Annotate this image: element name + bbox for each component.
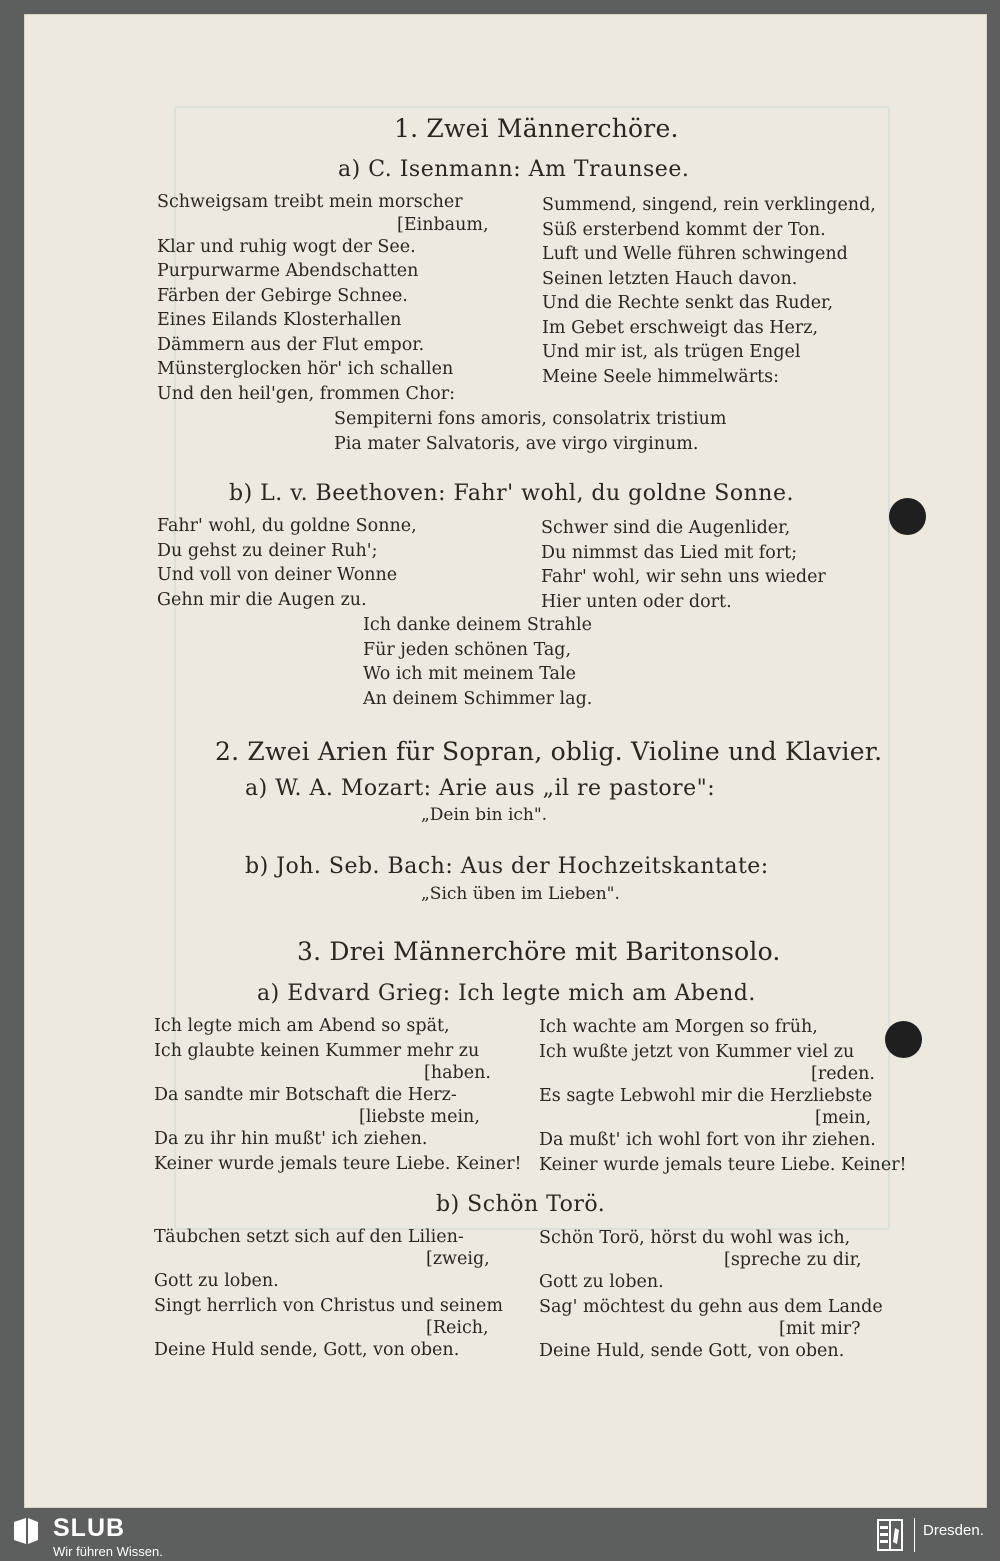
- verse-line: Ich legte mich am Abend so spät,: [154, 1016, 450, 1036]
- verse-line: Färben der Gebirge Schnee.: [157, 285, 408, 306]
- verse-line: Fahr' wohl, wir sehn uns wieder: [541, 567, 826, 587]
- section2-heading: 2. Zwei Arien für Sopran, oblig. Violine und Klavier.: [215, 737, 883, 766]
- verse-line: Pia mater Salvatoris, ave virgo virginum.: [334, 433, 699, 454]
- verse-line: Gott zu loben.: [539, 1272, 664, 1292]
- verse-line: Singt herrlich von Christus und seinem: [154, 1296, 504, 1316]
- verse-line: Sag' möchtest du gehn aus dem Lande: [539, 1297, 883, 1317]
- verse-line: Täubchen setzt sich auf den Lilien-: [154, 1227, 464, 1247]
- section1b-title: b) L. v. Beethoven: Fahr' wohl, du goldne Sonne.: [229, 481, 794, 506]
- verse-line: Münsterglocken hör' ich schallen: [157, 359, 454, 379]
- verse-line: Deine Huld, sende Gott, von oben.: [539, 1341, 845, 1361]
- verse-line: Süß ersterbend kommt der Ton.: [542, 219, 826, 240]
- verse-line: Summend, singend, rein verklingend,: [542, 195, 876, 215]
- verse-line: Hier unten oder dort.: [541, 591, 732, 612]
- verse-line: Gehn mir die Augen zu.: [157, 589, 367, 610]
- verse-line: Keiner wurde jemals teure Liebe. Keiner!: [539, 1155, 907, 1175]
- verse-line: Da sandte mir Botschaft die Herz-: [154, 1085, 457, 1105]
- verse-line: [zweig,: [426, 1249, 490, 1269]
- section2b-subtitle: „Sich üben im Lieben".: [421, 884, 620, 904]
- section3a-right-stanza: [539, 1016, 907, 1176]
- verse-line: Eines Eilands Klosterhallen: [157, 310, 402, 330]
- verse-line: [mein,: [815, 1108, 872, 1128]
- footer-tagline: Wir führen Wissen.: [53, 1544, 163, 1559]
- verse-line: Sempiterni fons amoris, consolatrix tristium: [334, 409, 727, 429]
- verse-line: [liebste mein,: [359, 1107, 480, 1127]
- verse-line: Und mir ist, als trügen Engel: [542, 342, 801, 362]
- verse-line: Meine Seele himmelwärts:: [542, 366, 779, 387]
- section1a-left-stanza: [157, 190, 489, 406]
- verse-line: An deinem Schimmer lag.: [363, 688, 593, 709]
- verse-line: [spreche zu dir,: [724, 1250, 862, 1270]
- verse-line: Ich wußte jetzt von Kummer viel zu: [539, 1042, 855, 1062]
- verse-line: Ich glaubte keinen Kummer mehr zu: [154, 1041, 480, 1061]
- verse-line: Im Gebet erschweigt das Herz,: [542, 317, 819, 338]
- verse-line: Du gehst zu deiner Ruh';: [157, 540, 378, 561]
- dresden-crest-icon: [876, 1518, 904, 1552]
- verse-line: Klar und ruhig wogt der See.: [157, 236, 416, 257]
- section1a-title: a) C. Isenmann: Am Traunsee.: [338, 157, 690, 182]
- verse-line: Schön Torö, hörst du wohl was ich,: [539, 1228, 851, 1248]
- footer-partner[interactable]: Dresden.: [923, 1522, 984, 1539]
- verse-line: Keiner wurde jemals teure Liebe. Keiner!: [154, 1154, 522, 1174]
- section3b-right-stanza: [539, 1227, 883, 1362]
- verse-line: [Reich,: [426, 1318, 489, 1338]
- viewer-footer: [0, 1510, 1000, 1561]
- verse-line: Ich danke deinem Strahle: [363, 615, 592, 635]
- section3-heading: 3. Drei Männerchöre mit Baritonsolo.: [297, 937, 781, 966]
- section2b-title: b) Joh. Seb. Bach: Aus der Hochzeitskantate:: [245, 854, 769, 879]
- verse-line: Luft und Welle führen schwingend: [542, 244, 848, 264]
- section1a-refrain: [334, 407, 726, 456]
- section1a-right-stanza: [542, 193, 876, 389]
- verse-line: Und den heil'gen, frommen Chor:: [157, 383, 455, 404]
- verse-line: Für jeden schönen Tag,: [363, 639, 572, 660]
- verse-line: [Einbaum,: [397, 214, 489, 235]
- verse-line: [mit mir?: [779, 1319, 861, 1339]
- footer-brand[interactable]: SLUB: [53, 1514, 126, 1542]
- section2a-subtitle: „Dein bin ich".: [421, 805, 548, 825]
- verse-line: Deine Huld sende, Gott, von oben.: [154, 1340, 460, 1360]
- verse-line: Und voll von deiner Wonne: [157, 565, 398, 585]
- verse-line: Wo ich mit meinem Tale: [363, 664, 576, 684]
- verse-line: Es sagte Lebwohl mir die Herzliebste: [539, 1086, 873, 1106]
- section3a-left-stanza: [154, 1015, 522, 1175]
- verse-line: Fahr' wohl, du goldne Sonne,: [157, 516, 417, 536]
- section1b-left-stanza: [157, 514, 417, 612]
- footer-divider: [914, 1518, 915, 1552]
- verse-line: Schweigsam treibt mein morscher: [157, 192, 463, 212]
- section1b-right-stanza: [541, 516, 826, 614]
- verse-line: Du nimmst das Lied mit fort;: [541, 542, 798, 563]
- slub-logo-icon: [12, 1516, 40, 1546]
- verse-line: Da mußt' ich wohl fort von ihr ziehen.: [539, 1130, 876, 1150]
- verse-line: [reden.: [811, 1064, 875, 1084]
- section3b-left-stanza: [154, 1226, 503, 1361]
- verse-line: Ich wachte am Morgen so früh,: [539, 1017, 818, 1037]
- verse-line: Und die Rechte senkt das Ruder,: [542, 293, 834, 313]
- section3b-title: b) Schön Torö.: [436, 1192, 606, 1217]
- verse-line: Dämmern aus der Flut empor.: [157, 334, 425, 355]
- verse-line: Da zu ihr hin mußt' ich ziehen.: [154, 1129, 428, 1149]
- punch-hole-upper: [889, 498, 926, 535]
- section1-heading: 1. Zwei Männerchöre.: [394, 114, 679, 143]
- verse-line: [haben.: [424, 1063, 491, 1083]
- verse-line: Gott zu loben.: [154, 1271, 279, 1291]
- section3a-title: a) Edvard Grieg: Ich legte mich am Abend.: [257, 981, 756, 1006]
- section1b-refrain: [363, 613, 592, 711]
- verse-line: Schwer sind die Augenlider,: [541, 518, 791, 538]
- verse-line: Purpurwarme Abendschatten: [157, 261, 419, 281]
- section2a-title: a) W. A. Mozart: Arie aus „il re pastore":: [245, 776, 716, 801]
- verse-line: Seinen letzten Hauch davon.: [542, 268, 798, 289]
